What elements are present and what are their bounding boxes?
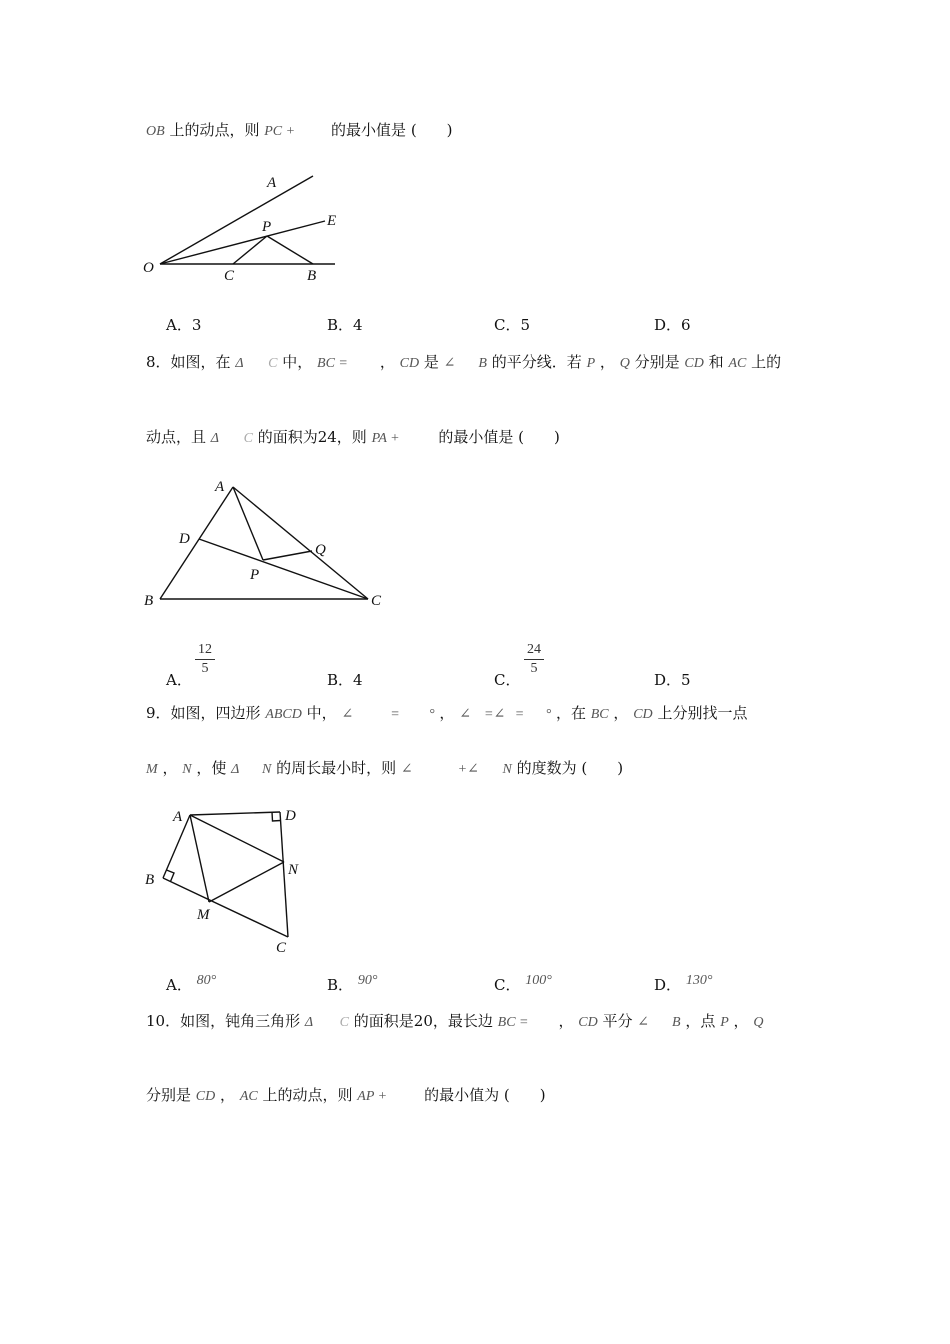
- q9-option-b-label: B．: [327, 976, 354, 994]
- q8-math-b: B: [478, 356, 487, 371]
- q9-segment-an: [190, 815, 284, 862]
- q8-line2-text-c: 的最小值是: [438, 428, 514, 446]
- q9-figure: [135, 800, 315, 960]
- q8-label-p: P: [250, 567, 260, 583]
- q8-option-b[interactable]: B．4: [327, 671, 363, 689]
- q7-option-d[interactable]: D．6: [654, 316, 691, 334]
- q8-math-c: C: [268, 356, 278, 371]
- q9-label-b: B: [145, 872, 155, 888]
- q9-math-bc: BC: [590, 707, 609, 722]
- q10-question-line-2: [146, 1085, 546, 1107]
- q7-label-o: O: [143, 260, 154, 276]
- q8-math-cd: CD: [399, 356, 420, 371]
- q9-option-a-value: 80°: [196, 973, 217, 988]
- q8-option-a-fraction-bar: [195, 659, 215, 660]
- q9-text-1: 中，: [306, 704, 337, 722]
- q9-side-dc: [280, 812, 288, 937]
- q8-text-2: 中，: [282, 353, 313, 371]
- q9-math-triangle: Δ: [231, 762, 240, 777]
- q9-question-line-2: [146, 758, 623, 780]
- q7-math-ob: OB: [146, 124, 165, 139]
- q7-option-b[interactable]: B．4: [327, 316, 363, 334]
- q8-option-a-numerator: 12: [198, 642, 212, 657]
- q8-side-ab: [160, 487, 233, 599]
- q9-math-m: M: [146, 762, 158, 777]
- q9-math-angle-3: ∠: [400, 762, 413, 777]
- q9-math-angle-1: ∠: [341, 707, 354, 722]
- q7-text-2: 的最小值是: [331, 121, 407, 139]
- q7-option-a[interactable]: A．3: [166, 316, 202, 334]
- q8-text-5: 分别是: [634, 353, 680, 371]
- q7-ray-oe: [160, 221, 325, 264]
- q9-number: 9．如图，四边形: [146, 704, 261, 722]
- q10-math-p: P: [720, 1015, 729, 1030]
- q8-option-c-fraction-bar: [524, 659, 544, 660]
- q8-line2-text-b: 的面积为24，则: [257, 428, 367, 446]
- q10-line2-text-a: 分别是: [146, 1086, 192, 1104]
- q7-label-e: E: [327, 213, 337, 229]
- q8-math-ac: AC: [728, 356, 747, 371]
- q9-option-d[interactable]: [654, 974, 712, 995]
- q10-math-b: B: [672, 1015, 681, 1030]
- q7-question-line: [146, 120, 453, 142]
- q8-option-a[interactable]: [166, 669, 192, 690]
- q8-math-triangle-2: Δ: [210, 431, 220, 446]
- q8-option-a-label: A．: [166, 671, 192, 689]
- q10-line2-text-b: ，: [220, 1086, 236, 1104]
- q9-label-d: D: [285, 808, 296, 824]
- q8-math-cd-2: CD: [684, 356, 704, 371]
- q9-text-6: ，: [162, 759, 178, 777]
- q9-segment-am: [190, 815, 209, 902]
- q9-math-angle-2: ∠: [459, 707, 471, 722]
- q8-segment-cd: [199, 539, 368, 599]
- q9-math-n: N: [182, 762, 192, 777]
- q10-math-cd-2: CD: [195, 1089, 216, 1104]
- q9-math-cd: CD: [633, 707, 653, 722]
- q7-label-c: C: [224, 268, 235, 284]
- q8-text-6: 和: [708, 353, 724, 371]
- q8-question-line-1: 8．如图，在 Δ C 中， BC = ， CD 是 ∠ B 的平分线．若 P ， Q 分别是 CD 和 AC 上的: [146, 352, 781, 374]
- q10-math-angle: ∠: [637, 1015, 649, 1030]
- q9-option-a[interactable]: [166, 974, 216, 995]
- q10-number: 10．如图，钝角三角形: [146, 1012, 301, 1030]
- q8-label-d: D: [179, 531, 190, 547]
- q8-option-c[interactable]: [494, 669, 520, 690]
- q10-line2-text-c: 上的动点，则: [262, 1086, 353, 1104]
- q8-option-c-fraction: [524, 642, 544, 677]
- q8-text-4: 的平分线．若: [491, 353, 582, 371]
- q7-label-p: P: [262, 219, 272, 235]
- q8-text-7: 上的: [751, 353, 782, 371]
- q9-option-c-label: C．: [494, 976, 521, 994]
- q10-math-c: C: [339, 1015, 349, 1030]
- q8-label-q: Q: [315, 542, 326, 558]
- q9-option-b-value: 90°: [357, 973, 378, 988]
- q8-option-a-fraction: [195, 642, 215, 677]
- q8-label-c: C: [371, 593, 382, 609]
- q10-text-5: ，: [733, 1012, 749, 1030]
- q8-figure: [135, 470, 395, 620]
- q8-math-triangle: Δ: [235, 356, 244, 371]
- q9-label-n: N: [288, 862, 299, 878]
- q9-option-d-value: 130°: [685, 973, 713, 988]
- q10-question-line-1: [146, 1011, 763, 1033]
- q8-math-pa: PA +: [371, 431, 400, 446]
- q8-option-d[interactable]: D．5: [654, 671, 691, 689]
- q9-option-a-label: A．: [166, 976, 192, 994]
- q8-segment-ap: [233, 487, 263, 560]
- q9-math-n-2: N: [261, 762, 272, 777]
- q10-answer-paren: ( ): [503, 1086, 546, 1104]
- q10-math-q: Q: [753, 1015, 764, 1030]
- q7-segment-pb: [267, 236, 313, 264]
- q8-answer-paren: ( ): [518, 428, 560, 446]
- q9-label-m: M: [197, 907, 210, 923]
- q10-math-bc: BC =: [497, 1015, 529, 1030]
- q9-math-eq-3: =: [514, 707, 525, 722]
- q9-question-line-1: [146, 703, 747, 725]
- q7-label-b: B: [307, 268, 317, 284]
- q9-text-9: 的度数为: [516, 759, 577, 777]
- q9-segment-mn: [209, 862, 284, 902]
- q9-text-2: ，: [439, 704, 455, 722]
- q9-side-bc: [163, 878, 288, 937]
- q10-text-4: ，点: [685, 1012, 716, 1030]
- q7-math-pc: PC +: [264, 124, 296, 139]
- q9-text-3: ，在: [555, 704, 586, 722]
- q9-text-5: 上分别找一点: [657, 704, 748, 722]
- q7-answer-paren: ( ): [410, 121, 453, 139]
- q8-number: 8．如图，在: [146, 353, 231, 371]
- q9-option-c[interactable]: [494, 974, 552, 995]
- q9-text-8: 的周长最小时，则: [276, 759, 397, 777]
- q9-math-deg-2: °: [545, 707, 552, 722]
- q8-label-a: A: [215, 479, 225, 495]
- q9-text-7: ，使: [196, 759, 227, 777]
- q10-text-3: 平分: [602, 1012, 633, 1030]
- q10-math-ac: AC: [239, 1089, 258, 1104]
- q7-label-a: A: [267, 175, 277, 191]
- q8-comma: ，: [379, 353, 395, 371]
- q8-option-a-denominator: 5: [201, 661, 209, 676]
- q7-figure: [135, 168, 355, 288]
- q9-text-4: ，: [613, 704, 629, 722]
- q9-math-eq-1: =: [390, 707, 400, 722]
- q9-math-plus-angle: +∠: [457, 762, 479, 777]
- q10-math-triangle: Δ: [304, 1015, 314, 1030]
- q9-option-d-label: D．: [654, 976, 682, 994]
- q8-math-c-2: C: [243, 431, 253, 446]
- q9-label-c: C: [276, 940, 287, 956]
- q8-option-c-numerator: 24: [527, 642, 541, 657]
- q9-side-ad: [190, 812, 280, 815]
- q7-text-1: 上的动点，则: [169, 121, 260, 139]
- q9-math-n-3: N: [502, 762, 512, 777]
- q9-option-c-value: 100°: [525, 973, 552, 988]
- q10-text-2: ，: [558, 1012, 574, 1030]
- q8-question-line-2: [146, 427, 560, 449]
- q9-right-angle-d: [272, 812, 281, 821]
- q10-line2-text-d: 的最小值为: [424, 1086, 500, 1104]
- q8-math-p: P: [586, 356, 596, 371]
- q7-option-c[interactable]: C．5: [494, 316, 531, 334]
- q9-math-deg-1: °: [429, 707, 435, 722]
- q9-label-a: A: [173, 809, 183, 825]
- q9-math-eq-2: =∠: [484, 707, 506, 722]
- q10-text-1: 的面积是20，最长边: [353, 1012, 493, 1030]
- q8-option-c-denominator: 5: [530, 661, 538, 676]
- q8-math-angle: ∠: [443, 356, 456, 371]
- q10-math-ap: AP +: [357, 1089, 388, 1104]
- q9-math-abcd: ABCD: [265, 707, 302, 722]
- q8-segment-pq: [263, 551, 312, 560]
- q8-math-q: Q: [619, 356, 630, 371]
- q8-option-c-label: C．: [494, 671, 521, 689]
- q10-math-cd: CD: [578, 1015, 598, 1030]
- q8-text-3: 是: [423, 353, 439, 371]
- q8-line2-text-a: 动点，且: [146, 428, 207, 446]
- q9-option-b[interactable]: [327, 974, 377, 995]
- q8-math-bc: BC =: [317, 356, 348, 371]
- q8-label-b: B: [144, 593, 154, 609]
- q9-answer-paren: ( ): [581, 759, 624, 777]
